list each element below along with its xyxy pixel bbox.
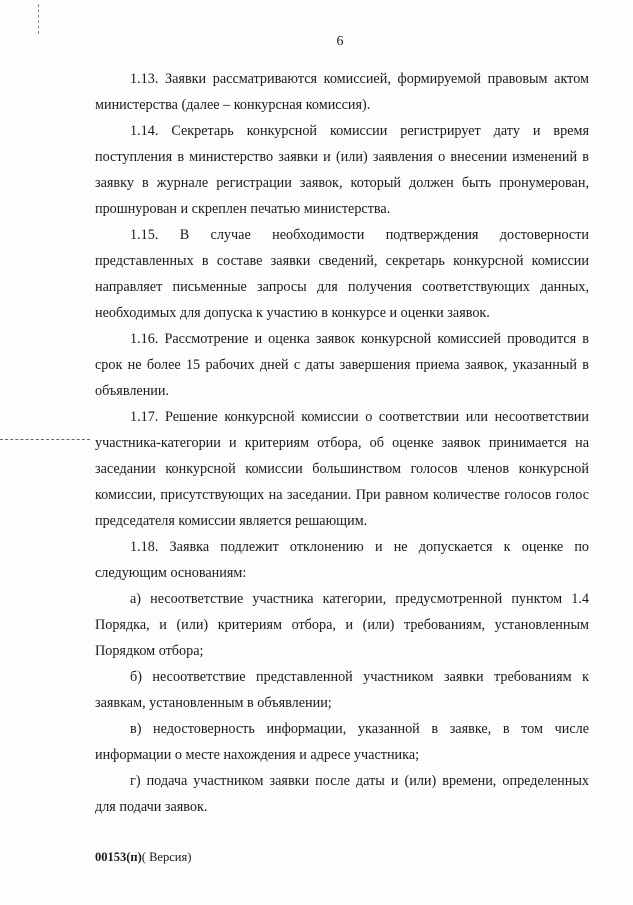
list-item-g: г) подача участником заявки после даты и (или) времени, определенных для подачи заявок. bbox=[95, 773, 589, 815]
paragraph-1-17: 1.17. Решение конкурсной комиссии о соответствии или несоответствии участника-категории и критериям отбора, об оценке заявок принимается на заседании конкурсной комиссии большинством голосов членов конкурсной комиссии, присутствующих на заседании. При равном количестве голосов голос председателя комиссии является решающим. bbox=[95, 409, 589, 529]
document-footer bbox=[95, 850, 191, 865]
paragraph-1-16: 1.16. Рассмотрение и оценка заявок конкурсной комиссией проводится в срок не более 15 рабочих дней с даты завершения приема заявок, указанный в объявлении. bbox=[95, 331, 589, 399]
list-item-a: а) несоответствие участника категории, предусмотренной пунктом 1.4 Порядка, и (или) критериям отбора, и (или) требованиям, установленным Порядком отбора; bbox=[95, 591, 589, 659]
list-item-b: б) несоответствие представленной участником заявки требованиям к заявкам, установленным в объявлении; bbox=[95, 669, 589, 711]
paragraph-1-13: 1.13. Заявки рассматриваются комиссией, формируемой правовым актом министерства (далее – конкурсная комиссия). bbox=[95, 71, 589, 113]
list-item-v: в) недостоверность информации, указанной в заявке, в том числе информации о месте нахождения и адресе участника; bbox=[95, 721, 589, 763]
paragraph-1-14: 1.14. Секретарь конкурсной комиссии регистрирует дату и время поступления в министерство заявки и (или) заявления о внесении изменений в заявку в журнале регистрации заявок, который должен быть пронумерован, прошнурован и скреплен печатью министерства. bbox=[95, 123, 589, 217]
document-code: 00153(п) bbox=[95, 850, 142, 864]
scan-artifact-dashed-line bbox=[0, 439, 90, 441]
paragraph-1-18: 1.18. Заявка подлежит отклонению и не допускается к оценке по следующим основаниям: bbox=[95, 539, 589, 581]
page-number: 6 bbox=[336, 34, 344, 49]
document-version: ( Версия) bbox=[141, 850, 192, 864]
scan-artifact-mark bbox=[38, 4, 40, 34]
document-body bbox=[95, 66, 589, 820]
paragraph-1-15: 1.15. В случае необходимости подтверждения достоверности представленных в составе заявки сведений, секретарь конкурсной комиссии направляет письменные запросы для получения соответствующих данных, необходимых для допуска к участию в конкурсе и оценки заявок. bbox=[95, 227, 589, 321]
